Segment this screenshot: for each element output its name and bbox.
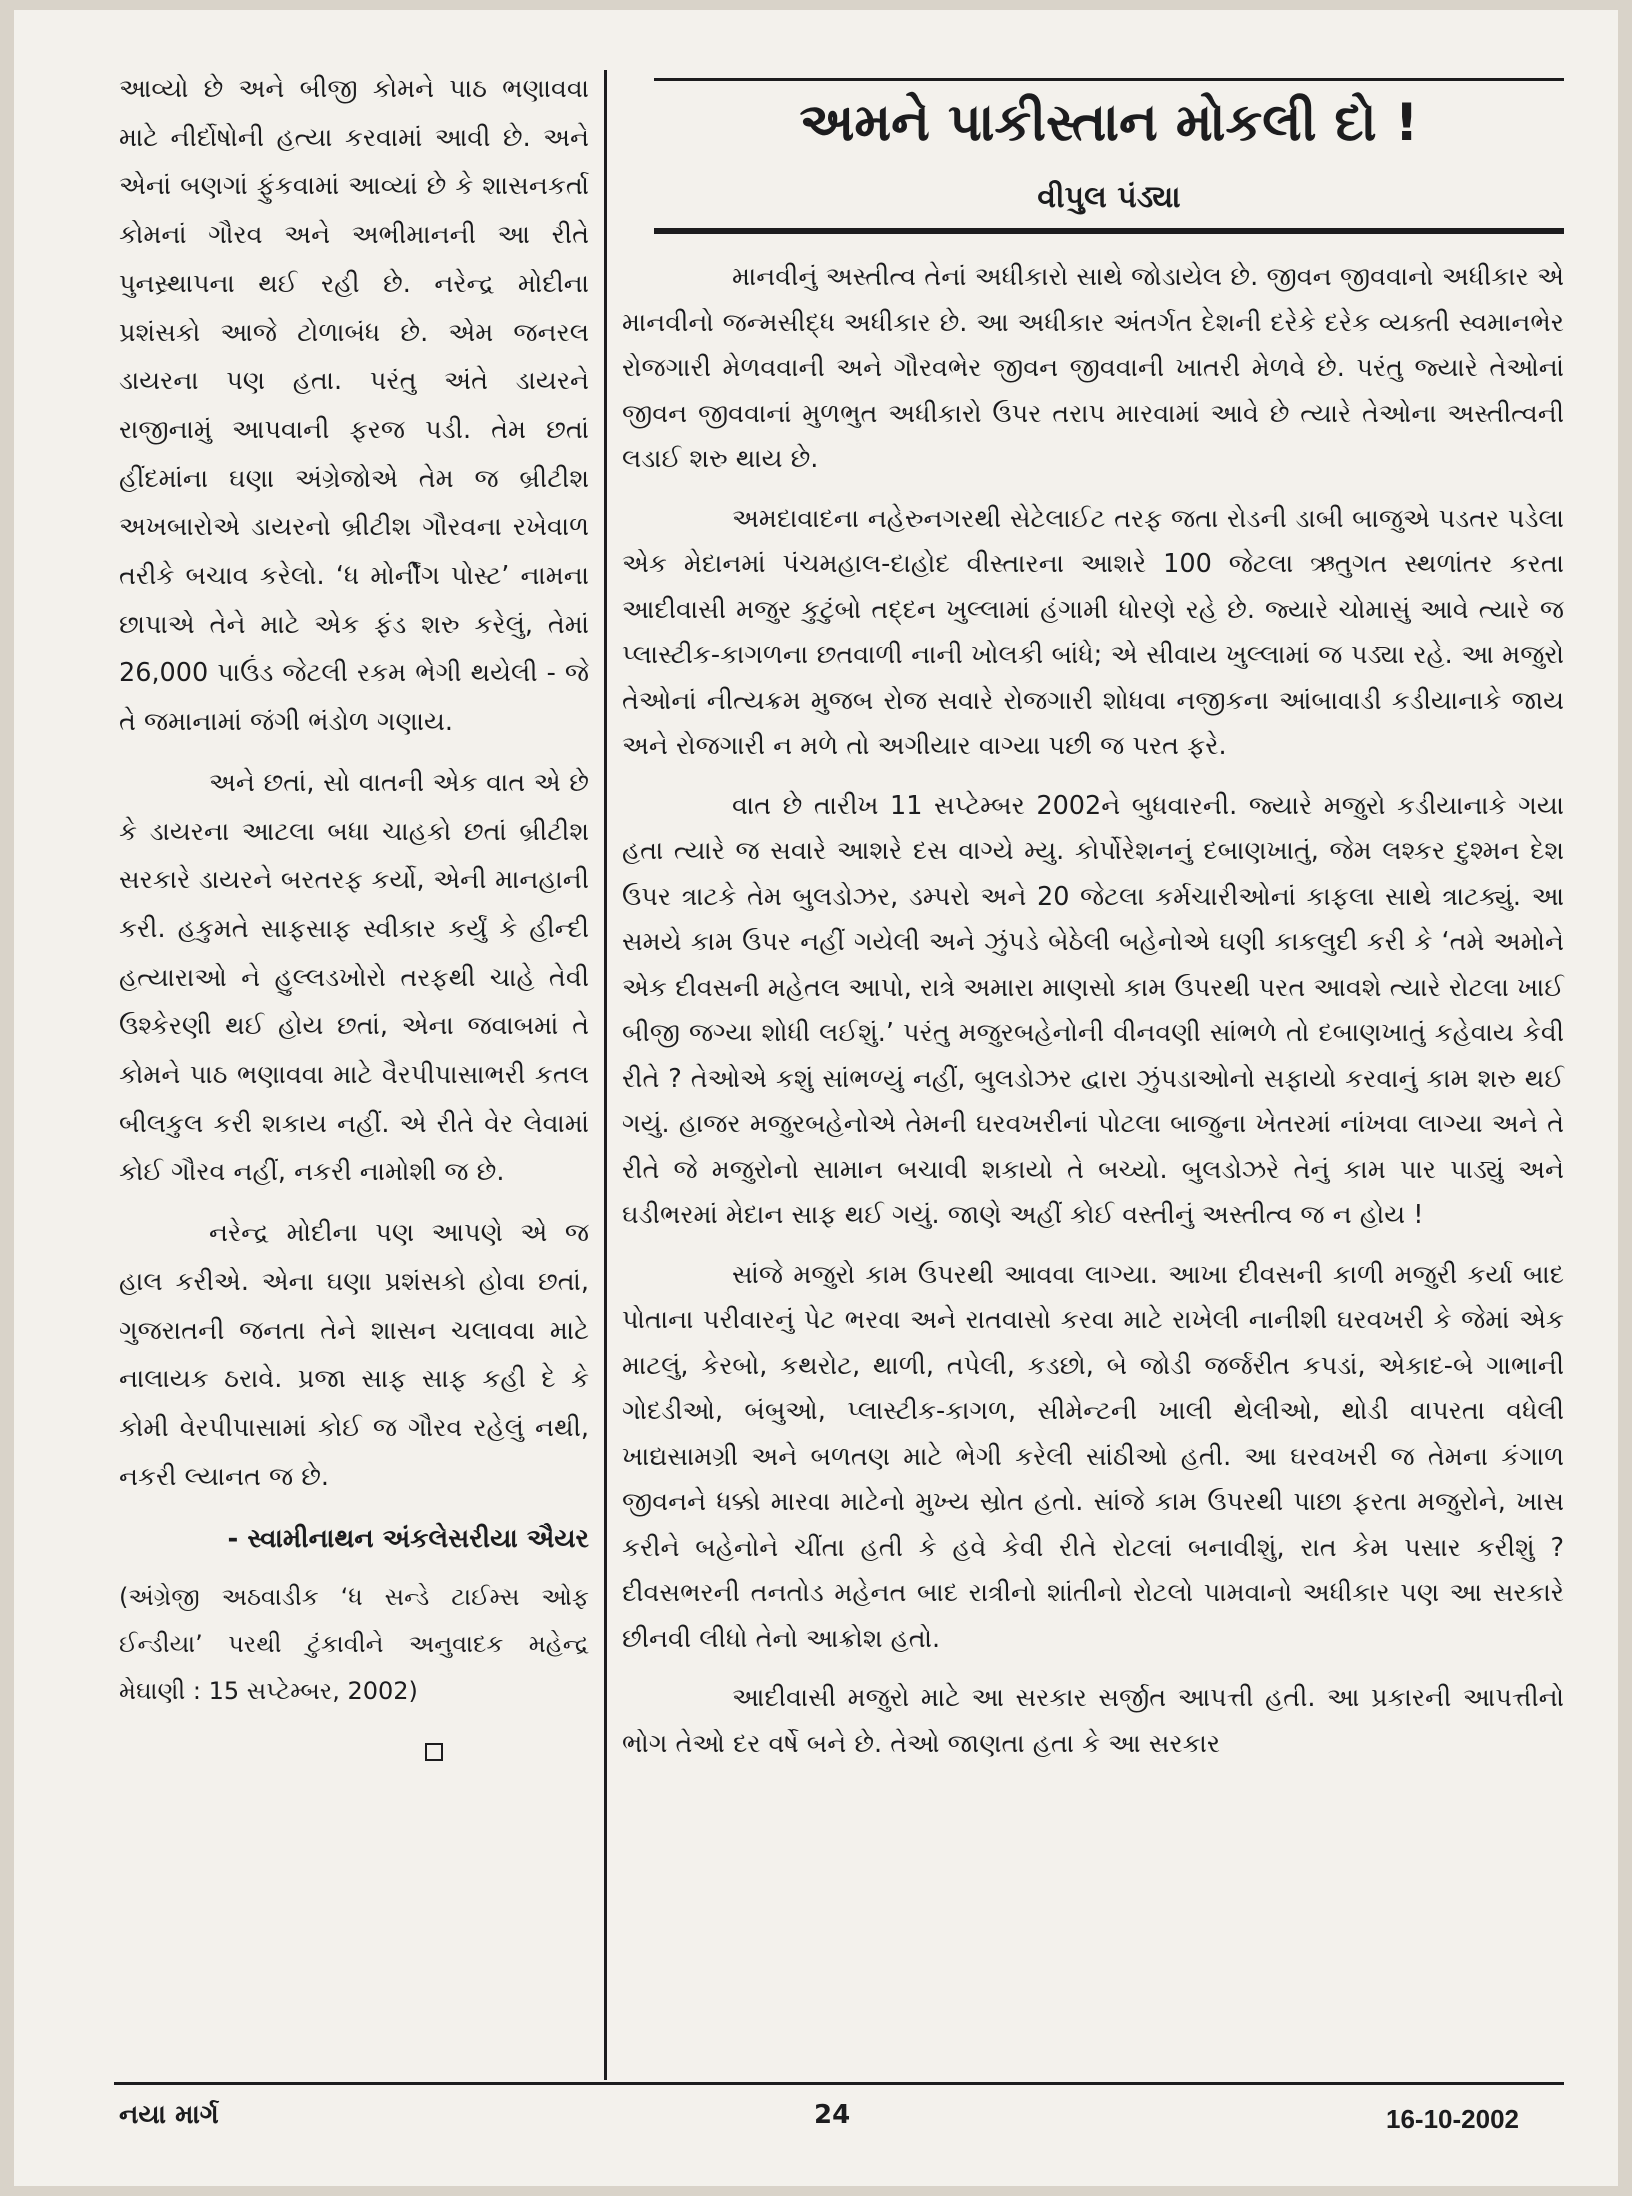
publication-name: નયા માર્ગ xyxy=(119,2100,219,2130)
page-number: 24 xyxy=(814,2100,851,2130)
magazine-page xyxy=(14,10,1618,2186)
footer-rule xyxy=(114,2082,1564,2085)
article-paragraph-1: માનવીનું અસ્તીત્વ તેનાં અધીકારો સાથે જોડાયેલ છે. જીવન જીવવાનો અધીકાર એ માનવીનો જન્મસીદ્ધ અધીકાર છે. આ અધીકાર અંતર્ગત દેશની દરેકે દરેક વ્યક્તી સ્વમાનભેર રોજગારી મેળવવાની અને ગૌરવભેર જીવન જીવવાની ખાતરી મેળવે છે. પરંતુ જ્યારે તેઓનાં જીવન જીવવાનાં મુળભુત અધીકારો ઉપર તરાપ મારવામાં આવે છે ત્યારે તેઓના અસ્તીત્વની લડાઈ શરુ થાય છે. xyxy=(622,262,1564,474)
left-column xyxy=(119,65,589,1761)
article-paragraph-4: સાંજે મજુરો કામ ઉપરથી આવવા લાગ્યા. આખા દીવસની કાળી મજુરી કર્યા બાદ પોતાના પરીવારનું પેટ ભરવા અને રાતવાસો કરવા માટે રાખેલી નાનીશી ઘરવખરી કે જેમાં એક માટલું, કેરબો, કથરોટ, થાળી, તપેલી, કડછો, બે જોડી જર્જરીત કપડાં, એકાદ-બે ગાભાની ગોદડીઓ, બંબુઓ, પ્લાસ્ટીક-કાગળ, સીમેન્ટની ખાલી થેલીઓ, થોડી વાપરતા વધેલી ખાદ્યસામગ્રી અને બળતણ માટે ભેગી કરેલી સાંઠીઓ હતી. આ ઘરવખરી જ તેમના કંગાળ જીવનને ધક્કો મારવા માટેનો મુખ્ય સ્રોત હતો. સાંજે કામ ઉપરથી પાછા ફરતા મજુરોને, ખાસ કરીને બહેનોને ચીંતા હતી કે હવે કેવી રીતે રોટલાં બનાવીશું, રાત કેમ પસાર કરીશું ? દીવસભરની તનતોડ મહેનત બાદ રાત્રીનો શાંતીનો રોટલો પામવાનો અધીકાર પણ આ સરકારે છીનવી લીધો તેનો આક્રોશ હતો. xyxy=(622,1259,1564,1654)
article-author: વીપુલ પંડ્યા xyxy=(1037,180,1181,215)
column-divider xyxy=(604,70,607,2080)
article-paragraph-3: વાત છે તારીખ 11 સપ્ટેમ્બર 2002ને બુધવારની. જ્યારે મજુરો કડીયાનાકે ગયા હતા ત્યારે જ સવારે આશરે દસ વાગ્યે મ્યુ. કોર્પોરેશનનું દબાણખાતું, જેમ લશ્કર દુશ્મન દેશ ઉપર ત્રાટકે તેમ બુલડોઝર, ડમ્પરો અને 20 જેટલા કર્મચારીઓનાં કાફલા સાથે ત્રાટક્યું. આ સમયે કામ ઉપર નહીં ગયેલી અને ઝુંપડે બેઠેલી બહેનોએ ઘણી કાકલુદી કરી કે ‘તમે અમોને એક દીવસની મહેતલ આપો, રાત્રે અમારા માણસો કામ ઉપરથી પરત આવશે ત્યારે રોટલા ખાઈ બીજી જગ્યા શોધી લઈશું.’ પરંતુ મજુરબહેનોની વીનવણી સાંભળે તો દબાણખાતું કહેવાય કેવી રીતે ? તેઓએ કશું સાંભળ્યું નહીં, બુલડોઝર દ્વારા ઝુંપડાઓનો સફાયો કરવાનું કામ શરુ થઈ ગયું. હાજર મજુરબહેનોએ તેમની ઘરવખરીનાં પોટલા બાજુના ખેતરમાં નાંખવા લાગ્યા અને તે રીતે જે મજુરોનો સામાન બચાવી શકાયો તે બચ્યો. બુલડોઝરે તેનું કામ પાર પાડ્યું અને ઘડીભરમાં મેદાન સાફ થઈ ગયું. જાણે અહીં કોઈ વસ્તીનું અસ્તીત્વ જ ન હોય ! xyxy=(622,790,1564,1230)
end-square-icon xyxy=(425,1743,443,1761)
issue-date: 16-10-2002 xyxy=(1386,2104,1519,2134)
quoted-article-byline: - સ્વામીનાથન અંકલેસરીયા ઐયર xyxy=(227,1524,589,1555)
article-title: અમને પાકીસ્તાન મોકલી દો ! xyxy=(799,93,1419,153)
article-paragraph-5: આદીવાસી મજુરો માટે આ સરકાર સર્જીત આપત્તી હતી. આ પ્રકારની આપત્તીનો ભોગ તેઓ દર વર્ષે બને છે. તેઓ જાણતા હતા કે આ સરકાર xyxy=(622,1683,1564,1759)
article-paragraph-2: અમદાવાદના નહેરુનગરથી સેટેલાઈટ તરફ જતા રોડની ડાબી બાજુએ પડતર પડેલા એક મેદાનમાં પંચમહાલ-દાહોદ વીસ્તારના આશરે 100 જેટલા ઋતુગત સ્થળાંતર કરતા આદીવાસી મજુર કુટુંબો તદ્દન ખુલ્લામાં હંગામી ધોરણે રહે છે. જ્યારે ચોમાસું આવે ત્યારે જ પ્લાસ્ટીક-કાગળના છતવાળી નાની ખોલકી બાંધે; એ સીવાય ખુલ્લામાં જ પડ્યા રહે. આ મજુરો તેઓનાં નીત્યક્રમ મુજબ રોજ સવારે રોજગારી શોધવા નજીકના આંબાવાડી કડીયાનાકે જાય અને રોજગારી ન મળે તો અગીયાર વાગ્યા પછી જ પરત ફરે. xyxy=(622,503,1564,761)
article-body xyxy=(622,255,1564,1781)
title-rule-bottom xyxy=(654,228,1564,234)
title-rule-top xyxy=(654,78,1564,81)
left-paragraph-1: આવ્યો છે અને બીજી કોમને પાઠ ભણાવવા માટે નીર્દોષોની હત્યા કરવામાં આવી છે. અને એનાં બણગાં ફુંકવામાં આવ્યાં છે કે શાસનકર્તા કોમનાં ગૌરવ અને અભીમાનની આ રીતે પુનસ્ર્થાપના થઈ રહી છે. નરેન્દ્ર મોદીના પ્રશંસકો આજે ટોળાબંધ છે. એમ જનરલ ડાયરના પણ હતા. પરંતુ અંતે ડાયરને રાજીનામું આપવાની ફરજ પડી. તેમ છતાં હીંદમાંના ઘણા અંગ્રેજોએ તેમ જ બ્રીટીશ અખબારોએ ડાયરનો બ્રીટીશ ગૌરવના રખેવાળ તરીકે બચાવ કરેલો. ‘ધ મોર્નીંગ પોસ્ટ’ નામના છાપાએ તેને માટે એક ફંડ શરુ કરેલું, તેમાં 26,000 પાઉંડ જેટલી રકમ ભેગી થયેલી - જે તે જમાનામાં જંગી ભંડોળ ગણાય. xyxy=(119,74,589,738)
left-paragraph-2: અને છતાં, સો વાતની એક વાત એ છે કે ડાયરના આટલા બધા ચાહકો છતાં બ્રીટીશ સરકારે ડાયરને બરતરફ કર્યો, એની માનહાની કરી. હકુમતે સાફસાફ સ્વીકાર કર્યું કે હીન્દી હત્યારાઓ ને હુલ્લડખોરો તરફથી ચાહે તેવી ઉશ્કેરણી થઈ હોય છતાં, એના જવાબમાં તે કોમને પાઠ ભણાવવા માટે વૈરપીપાસાભરી કતલ બીલકુલ કરી શકાય નહીં. એ રીતે વેર લેવામાં કોઈ ગૌરવ નહીં, નકરી નામોશી જ છે. xyxy=(119,767,589,1188)
quoted-article-source: (અંગ્રેજી અઠવાડીક ‘ધ સન્ડે ટાઈમ્સ ઓફ ઈન્ડીયા’ પરથી ટુંકાવીને અનુવાદક મહેન્દ્ર મેઘાણી : 15 સપ્ટેમ્બર, 2002) xyxy=(119,1583,589,1706)
left-paragraph-3: નરેન્દ્ર મોદીના પણ આપણે એ જ હાલ કરીએ. એના ઘણા પ્રશંસકો હોવા છતાં, ગુજરાતની જનતા તેને શાસન ચલાવવા માટે નાલાયક ઠરાવે. પ્રજા સાફ સાફ કહી દે કે કોમી વેરપીપાસામાં કોઈ જ ગૌરવ રહેલું નથી, નકરી લ્યાનત જ છે. xyxy=(119,1218,589,1492)
